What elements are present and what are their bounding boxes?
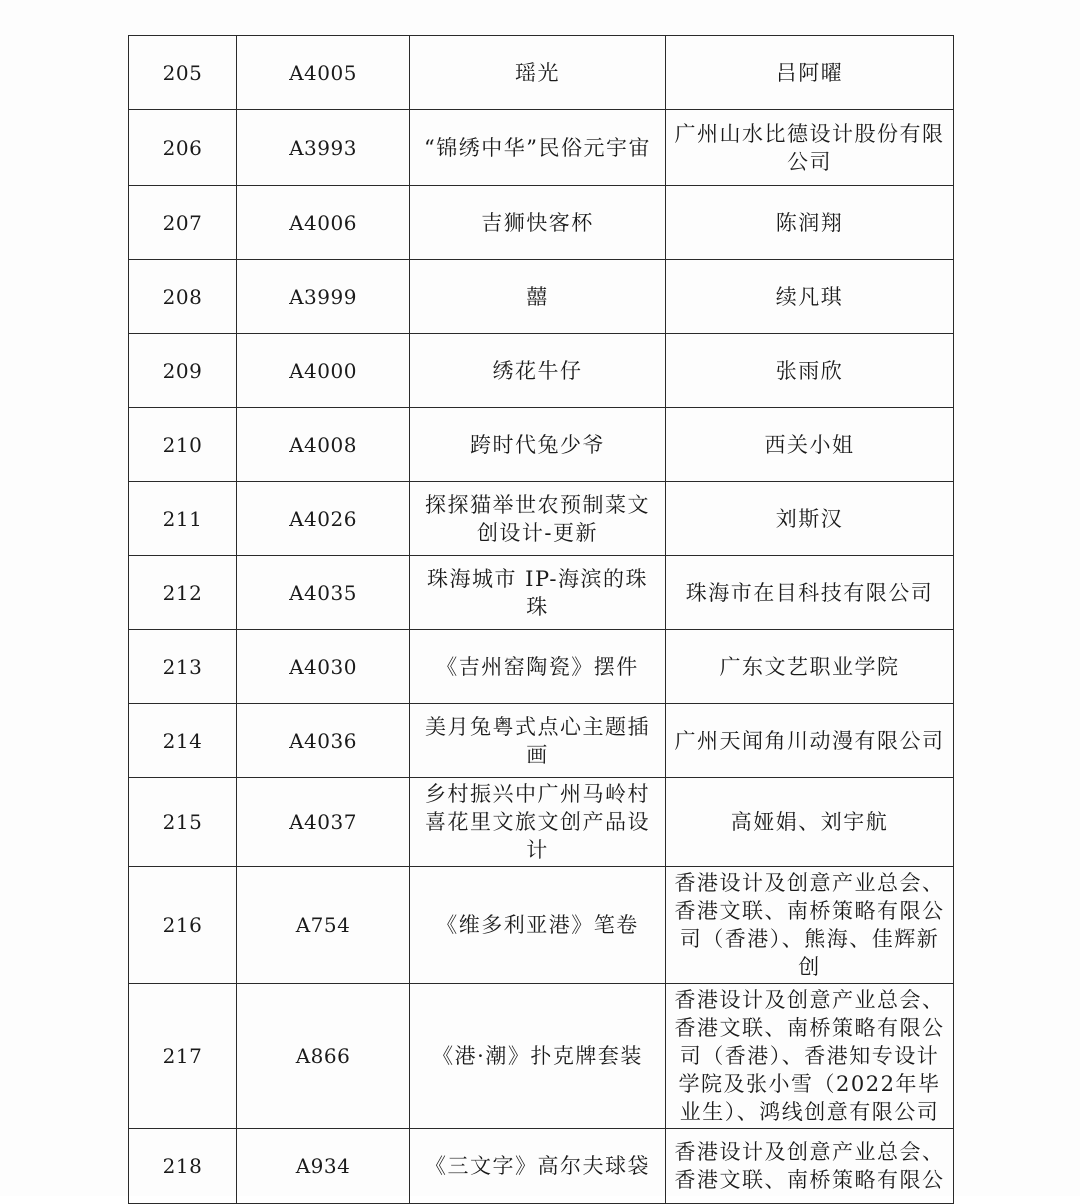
work-title: 瑶光: [410, 36, 666, 110]
table-row: [129, 1129, 954, 1204]
author-name: 西关小姐: [666, 408, 954, 482]
author-name: 广东文艺职业学院: [666, 630, 954, 704]
entry-code: A4035: [237, 556, 410, 630]
table-row: [129, 186, 954, 260]
table-row: [129, 260, 954, 334]
entry-code: A866: [237, 984, 410, 1129]
work-title: 囍: [410, 260, 666, 334]
entry-code: A4036: [237, 704, 410, 778]
entry-code: A3999: [237, 260, 410, 334]
row-number: 218: [129, 1129, 237, 1204]
author-name: 陈润翔: [666, 186, 954, 260]
entry-code: A4006: [237, 186, 410, 260]
row-number: 214: [129, 704, 237, 778]
row-number: 205: [129, 36, 237, 110]
row-number: 211: [129, 482, 237, 556]
author-name: 吕阿曜: [666, 36, 954, 110]
author-name: 刘斯汉: [666, 482, 954, 556]
entry-code: A4008: [237, 408, 410, 482]
entry-code: A4030: [237, 630, 410, 704]
work-title: 吉狮快客杯: [410, 186, 666, 260]
row-number: 209: [129, 334, 237, 408]
table-row: [129, 408, 954, 482]
entry-code: A4026: [237, 482, 410, 556]
table-row: [129, 110, 954, 186]
work-title: 《三文字》高尔夫球袋: [410, 1129, 666, 1204]
table-row: [129, 778, 954, 867]
entry-code: A4000: [237, 334, 410, 408]
row-number: 217: [129, 984, 237, 1129]
author-name: 广州天闻角川动漫有限公司: [666, 704, 954, 778]
table-row: [129, 867, 954, 984]
table-row: [129, 630, 954, 704]
author-name: 高娅娟、刘宇航: [666, 778, 954, 867]
row-number: 210: [129, 408, 237, 482]
work-title: 探探猫举世农预制菜文创设计-更新: [410, 482, 666, 556]
row-number: 212: [129, 556, 237, 630]
author-name: 续凡琪: [666, 260, 954, 334]
awards-table: [128, 35, 954, 1204]
table-row: [129, 334, 954, 408]
work-title: “锦绣中华”民俗元宇宙: [410, 110, 666, 186]
table-row: [129, 36, 954, 110]
entry-code: A3993: [237, 110, 410, 186]
row-number: 207: [129, 186, 237, 260]
author-name: 张雨欣: [666, 334, 954, 408]
work-title: 《港·潮》扑克牌套装: [410, 984, 666, 1129]
author-name: 香港设计及创意产业总会、香港文联、南桥策略有限公: [666, 1129, 954, 1204]
author-name: 珠海市在目科技有限公司: [666, 556, 954, 630]
row-number: 213: [129, 630, 237, 704]
entry-code: A934: [237, 1129, 410, 1204]
work-title: 跨时代兔少爷: [410, 408, 666, 482]
row-number: 208: [129, 260, 237, 334]
table-row: [129, 556, 954, 630]
work-title: 美月兔粤式点心主题插画: [410, 704, 666, 778]
work-title: 《吉州窑陶瓷》摆件: [410, 630, 666, 704]
table-row: [129, 984, 954, 1129]
entry-code: A754: [237, 867, 410, 984]
author-name: 广州山水比德设计股份有限公司: [666, 110, 954, 186]
table-row: [129, 482, 954, 556]
work-title: 珠海城市 IP-海滨的珠珠: [410, 556, 666, 630]
work-title: 绣花牛仔: [410, 334, 666, 408]
author-name: 香港设计及创意产业总会、香港文联、南桥策略有限公司（香港）、熊海、佳辉新创: [666, 867, 954, 984]
row-number: 206: [129, 110, 237, 186]
row-number: 215: [129, 778, 237, 867]
table-row: [129, 704, 954, 778]
work-title: 乡村振兴中广州马岭村喜花里文旅文创产品设计: [410, 778, 666, 867]
row-number: 216: [129, 867, 237, 984]
work-title: 《维多利亚港》笔卷: [410, 867, 666, 984]
entry-code: A4037: [237, 778, 410, 867]
entry-code: A4005: [237, 36, 410, 110]
author-name: 香港设计及创意产业总会、香港文联、南桥策略有限公司（香港）、香港知专设计学院及张小雪（2022年毕业生）、鸿线创意有限公司: [666, 984, 954, 1129]
